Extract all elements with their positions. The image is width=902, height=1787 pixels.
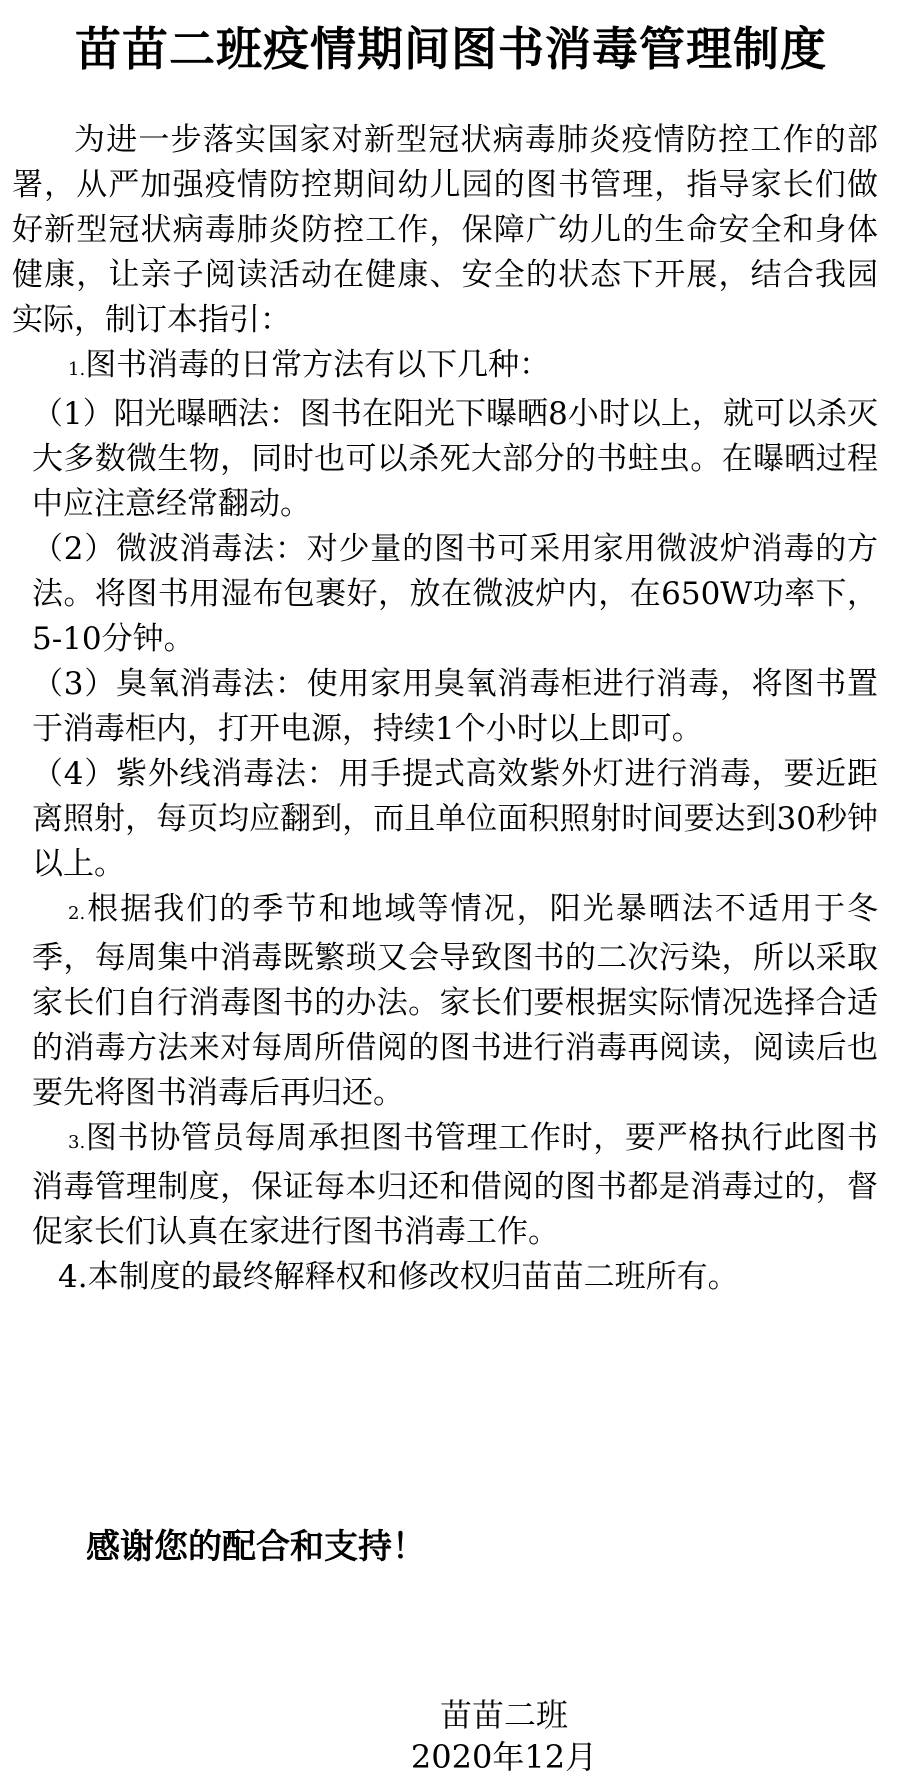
signature-block [384,1694,624,1778]
thanks-note: 感谢您的配合和支持！ [86,1527,426,1567]
item-4-paragraph: 4.本制度的最终解释权和修改权归苗苗二班所有。 [58,1259,739,1295]
item-3-paragraph [12,1116,878,1255]
item-3-number: 3. [68,1132,86,1153]
item-3-text: 图书协管员每周承担图书管理工作时，要严格执行此图书消毒管理制度，保证每本归还和借阅的图书都是消毒过的，督促家长们认真在家进行图书消毒工作。 [32,1120,878,1250]
sub-item-microwave: （2）微波消毒法：对少量的图书可采用家用微波炉消毒的方法。将图书用湿布包裹好，放在微波炉内，在650W功率下，5-10分钟。 [32,531,878,657]
intro-paragraph: 为进一步落实国家对新型冠状病毒肺炎疫情防控工作的部署，从严加强疫情防控期间幼儿园的图书管理，指导家长们做好新型冠状病毒肺炎防控工作，保障广幼儿的生命安全和身体健康，让亲子阅读活动在健康、安全的状态下开展，结合我园实际，制订本指引： [12,122,878,338]
item-2-text: 根据我们的季节和地域等情况，阳光暴晒法不适用于冬季，每周集中消毒既繁琐又会导致图书的二次污染，所以采取家长们自行消毒图书的办法。家长们要根据实际情况选择合适的消毒方法来对每周所借阅的图书进行消毒再阅读，阅读后也要先将图书消毒后再归还。 [32,891,878,1111]
document-body [12,118,878,1300]
item-1-number: 1. [68,359,86,380]
item-1-heading [12,343,878,392]
signature-date: 2020年12月 [410,1738,598,1776]
sub-item-ultraviolet: （4）紫外线消毒法：用手提式高效紫外灯进行消毒，要近距离照射，每页均应翻到，而且单位面积照射时间要达到30秒钟以上。 [32,756,878,882]
item-2-paragraph [12,887,878,1116]
sub-item-sunlight: （1）阳光曝晒法：图书在阳光下曝晒8小时以上，就可以杀灭大多数微生物，同时也可以杀死大部分的书蛀虫。在曝晒过程中应注意经常翻动。 [32,396,878,522]
sub-item-ozone: （3）臭氧消毒法：使用家用臭氧消毒柜进行消毒，将图书置于消毒柜内，打开电源，持续1个小时以上即可。 [32,666,878,747]
item-2-number: 2. [68,903,86,924]
signature-class: 苗苗二班 [439,1696,568,1734]
item-1-text: 图书消毒的日常方法有以下几种： [85,347,551,383]
document-title: 苗苗二班疫情期间图书消毒管理制度 [75,22,827,76]
